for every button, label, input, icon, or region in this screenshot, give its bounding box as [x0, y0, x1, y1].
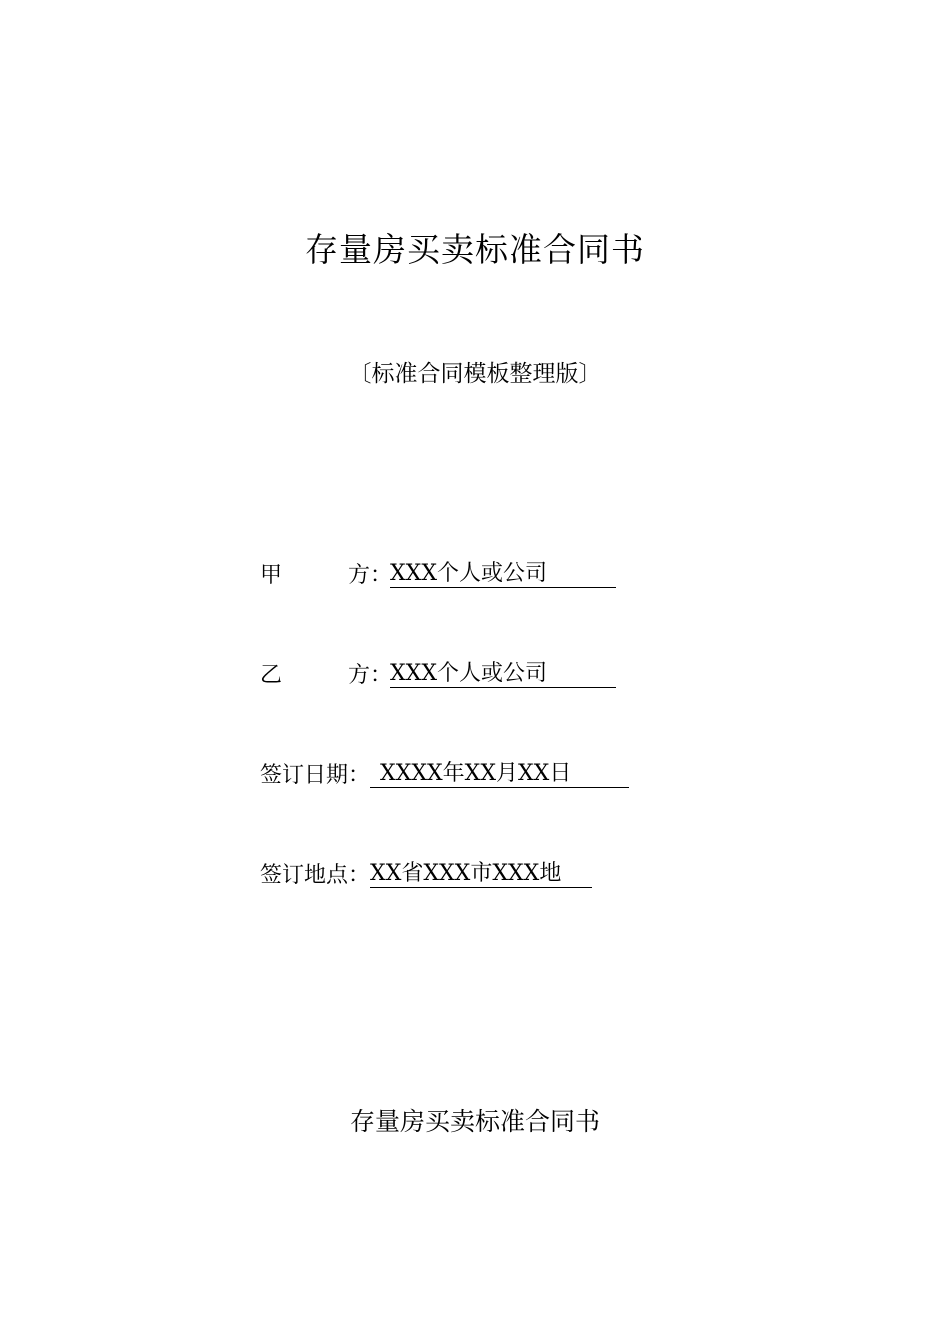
- party-b-value: XXX个人或公司: [390, 661, 616, 688]
- party-b-colon: ：: [370, 663, 393, 688]
- document-title: 存量房买卖标准合同书: [305, 230, 645, 269]
- party-b-label: [260, 659, 393, 693]
- sign-place-label: 签订地点: [260, 863, 349, 888]
- party-b-label-char-1: 乙: [260, 663, 283, 688]
- party-a-row: [260, 559, 616, 593]
- footer-title: 存量房买卖标准合同书: [349, 1107, 600, 1136]
- document-subtitle: 〔标准合同模板整理版〕: [348, 361, 602, 387]
- party-a-label-char-2: 方: [347, 563, 370, 588]
- party-a-label: [260, 559, 393, 593]
- sign-date-colon: ：: [348, 763, 371, 788]
- sign-place-row: [260, 859, 592, 893]
- sign-place-colon: ：: [348, 863, 371, 888]
- sign-place-value: XX省XXX市XXX地: [370, 861, 592, 888]
- sign-date-label: 签订日期: [260, 763, 349, 788]
- party-b-row: [260, 659, 616, 693]
- party-a-label-char-1: 甲: [260, 563, 283, 588]
- party-b-label-char-2: 方: [347, 663, 370, 688]
- party-a-value: XXX个人或公司: [390, 561, 616, 588]
- sign-date-row: [260, 759, 629, 793]
- party-a-colon: ：: [370, 563, 393, 588]
- sign-date-value: XXXX年XX月XX日: [370, 761, 629, 788]
